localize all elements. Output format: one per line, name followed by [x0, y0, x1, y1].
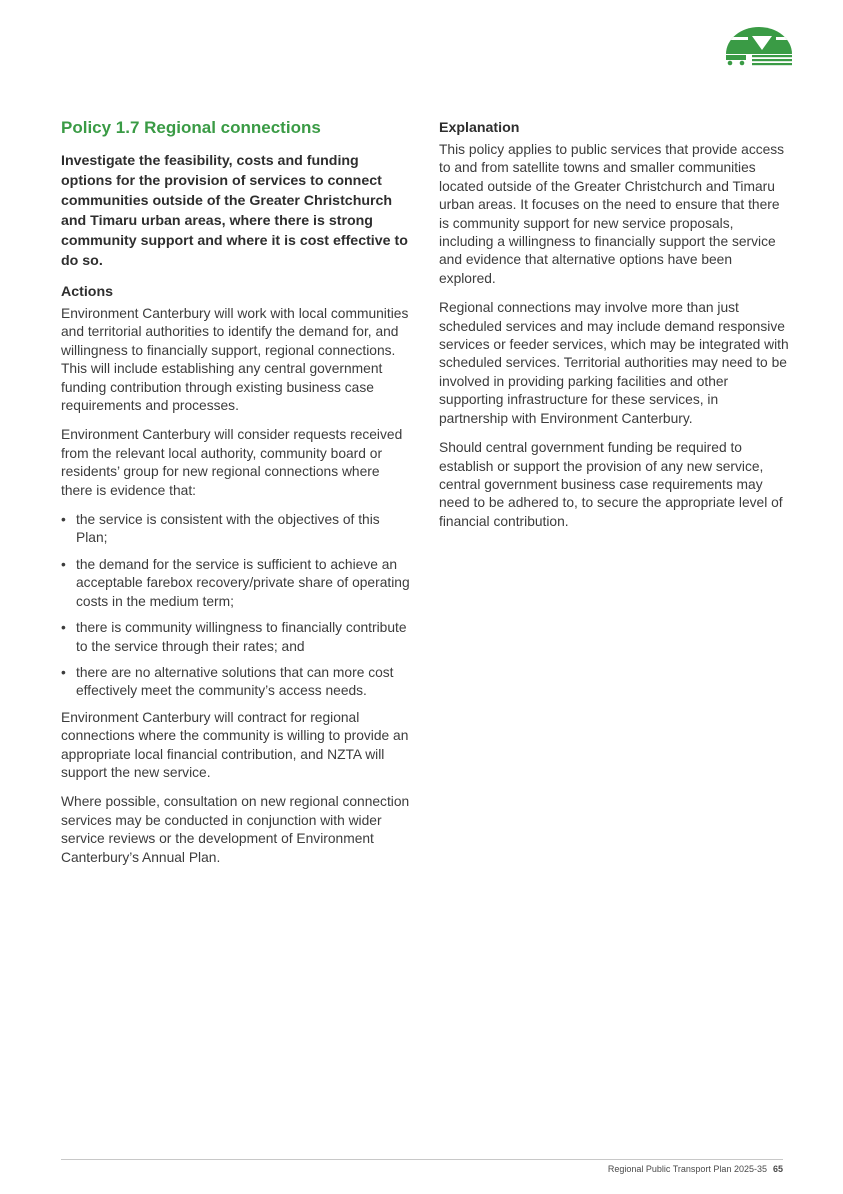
bullet-icon: • [61, 664, 66, 680]
bullet-item: • there is community willingness to financially contribute to the service through their rates; and [61, 620, 407, 654]
evidence-bullet-list [61, 511, 411, 701]
page-number: 65 [772, 1164, 783, 1174]
bullet-icon: • [61, 620, 66, 636]
left-column [61, 117, 411, 878]
policy-lead-statement: Investigate the feasibility, costs and funding options for the provision of services to connect communities outside of the Greater Christchurch and Timaru urban areas, where there is strong community support and where it is cost effective to do so. [61, 153, 408, 269]
explanation-paragraph: This policy applies to public services that provide access to and from satellite towns and smaller communities located outside of the Greater Christchurch and Timaru urban areas. It focuses on the need to ensure that there is community support for new service proposals, including a willingness to financially support the service and evidence that alternative options have been explored. [439, 142, 785, 286]
bullet-item: • the service is consistent with the objectives of this Plan; [61, 512, 380, 546]
actions-heading: Actions [61, 284, 114, 300]
actions-paragraph: Environment Canterbury will work with local communities and territorial authorities to identify the demand for, and willingness to financially support, regional connections. This will include establishing any central government funding contribution through existing business case requirements and processes. [61, 306, 409, 414]
environment-canterbury-logo-icon [724, 24, 794, 70]
actions-paragraph: Where possible, consultation on new regional connection services may be conducted in conjunction with wider service reviews or the development of Environment Canterbury’s Annual Plan. [61, 794, 410, 865]
explanation-heading: Explanation [439, 120, 520, 136]
bullet-icon: • [61, 512, 66, 528]
explanation-paragraph: Regional connections may involve more than just scheduled services and may include demand responsive services or feeder services, which may be integrated with scheduled services. Territorial authorities may need to be involved in providing parking facilities and other supporting infrastructure for these services, in partnership with Environment Canterbury. [439, 300, 789, 426]
footer-document-title: Regional Public Transport Plan 2025-35 [607, 1164, 767, 1174]
footer-divider [61, 1159, 783, 1160]
bullet-icon: • [61, 556, 66, 572]
page-footer [608, 1164, 783, 1174]
explanation-paragraph: Should central government funding be required to establish or support the provision of any new service, central government business case requirements may need to be adhered to, to secure the appropriate level of financial contribution. [439, 440, 783, 529]
bullet-item: • there are no alternative solutions that can more cost effectively meet the community’s access needs. [61, 664, 394, 699]
actions-paragraph: Environment Canterbury will contract for regional connections where the community is willing to provide an appropriate local financial contribution, and NZTA will support the new service. [61, 709, 409, 780]
bullet-item: • the demand for the service is sufficient to achieve an acceptable farebox recovery/private share of operating costs in the medium term; [61, 556, 410, 609]
right-column [439, 117, 789, 542]
policy-title: Policy 1.7 Regional connections [61, 118, 321, 137]
actions-paragraph: Environment Canterbury will consider requests received from the relevant local authority, community board or residents’ group for new regional connections where there is evidence that: [61, 427, 403, 498]
